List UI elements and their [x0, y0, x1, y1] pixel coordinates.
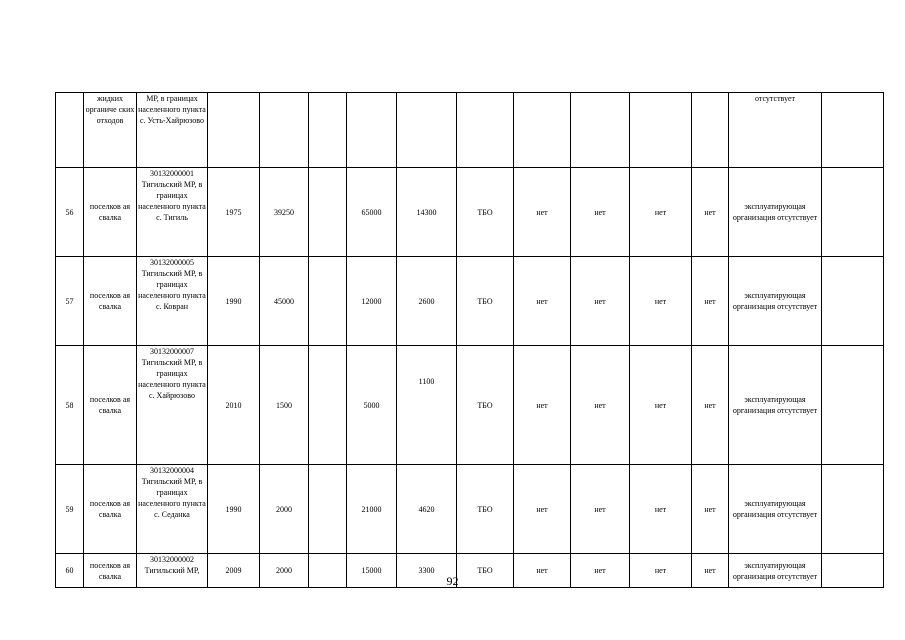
cell-area [260, 93, 309, 168]
cell-c1: нет [514, 554, 571, 588]
cell-mass: 2600 [397, 257, 457, 346]
cell-area: 2000 [260, 465, 309, 554]
cell-mass: 3300 [397, 554, 457, 588]
cell-c2: нет [571, 257, 630, 346]
cell-operator: эксплуатирующая организация отсутствует [729, 554, 822, 588]
cell-c3 [630, 93, 692, 168]
cell-c1: нет [514, 346, 571, 465]
cell-volume: 15000 [347, 554, 397, 588]
cell-area: 45000 [260, 257, 309, 346]
cell-last [822, 465, 884, 554]
cell-num [56, 93, 84, 168]
cell-mass: 4620 [397, 465, 457, 554]
table-row [56, 346, 884, 465]
cell-area: 2000 [260, 554, 309, 588]
page-number: 92 [446, 574, 459, 588]
cell-address: МР, в границах населенного пункта с. Усть-Хайрюзово [137, 93, 208, 168]
cell-c4: нет [692, 257, 729, 346]
cell-num: 59 [56, 465, 84, 554]
cell-c2: нет [571, 346, 630, 465]
cell-type: ТБО [457, 346, 514, 465]
cell-operator: отсутствует [729, 93, 822, 168]
cell-empty [309, 465, 347, 554]
cell-year [208, 93, 260, 168]
cell-c3: нет [630, 346, 692, 465]
cell-mass: 1100 [397, 346, 457, 465]
cell-year: 1975 [208, 168, 260, 257]
cell-last [822, 257, 884, 346]
cell-type: ТБО [457, 257, 514, 346]
cell-waste-type: жидких органиче ских отходов [84, 93, 137, 168]
cell-operator: эксплуатирующая организация отсутствует [729, 346, 822, 465]
cell-mass [397, 93, 457, 168]
cell-area: 39250 [260, 168, 309, 257]
cell-empty [309, 257, 347, 346]
cell-c2 [571, 93, 630, 168]
cell-area: 1500 [260, 346, 309, 465]
cell-volume [347, 93, 397, 168]
cell-year: 2010 [208, 346, 260, 465]
cell-num: 60 [56, 554, 84, 588]
cell-last [822, 168, 884, 257]
cell-name: поселков ая свалка [84, 257, 137, 346]
cell-c4: нет [692, 346, 729, 465]
cell-c3: нет [630, 168, 692, 257]
cell-c4: нет [692, 465, 729, 554]
cell-address: 30132000005 Тигильский МР, в границах населенного пункта с. Ковран [137, 257, 208, 346]
cell-operator: эксплуатирующая организация отсутствует [729, 257, 822, 346]
cell-volume: 65000 [347, 168, 397, 257]
cell-c4 [692, 93, 729, 168]
cell-c2: нет [571, 168, 630, 257]
cell-type: ТБО [457, 168, 514, 257]
cell-name: поселков ая свалка [84, 465, 137, 554]
cell-num: 58 [56, 346, 84, 465]
cell-c4: нет [692, 554, 729, 588]
cell-empty [309, 168, 347, 257]
cell-c3: нет [630, 465, 692, 554]
cell-num: 57 [56, 257, 84, 346]
cell-volume: 21000 [347, 465, 397, 554]
cell-operator: эксплуатирующая организация отсутствует [729, 465, 822, 554]
cell-c1 [514, 93, 571, 168]
cell-mass: 14300 [397, 168, 457, 257]
table-row [56, 257, 884, 346]
landfill-table [55, 92, 884, 588]
cell-name: поселков ая свалка [84, 168, 137, 257]
cell-address: 30132000001 Тигильский МР, в границах населенного пункта с. Тигиль [137, 168, 208, 257]
cell-volume: 12000 [347, 257, 397, 346]
cell-c2: нет [571, 465, 630, 554]
cell-last [822, 346, 884, 465]
cell-type: ТБО [457, 465, 514, 554]
cell-year: 2009 [208, 554, 260, 588]
cell-empty [309, 93, 347, 168]
cell-c1: нет [514, 168, 571, 257]
cell-operator: эксплуатирующая организация отсутствует [729, 168, 822, 257]
cell-empty [309, 346, 347, 465]
cell-year: 1990 [208, 465, 260, 554]
cell-last [822, 93, 884, 168]
cell-address: 30132000004 Тигильский МР, в границах населенного пункта с. Седанка [137, 465, 208, 554]
table-row-continued [56, 93, 884, 168]
cell-c1: нет [514, 465, 571, 554]
cell-name: поселков ая свалка [84, 346, 137, 465]
cell-type: ТБО [457, 554, 514, 588]
cell-num: 56 [56, 168, 84, 257]
cell-name: поселков ая свалка [84, 554, 137, 588]
table-row [56, 465, 884, 554]
cell-volume: 5000 [347, 346, 397, 465]
cell-c3: нет [630, 257, 692, 346]
cell-c4: нет [692, 168, 729, 257]
cell-c1: нет [514, 257, 571, 346]
cell-c3: нет [630, 554, 692, 588]
cell-address: 30132000007 Тигильский МР, в границах населенного пункта с. Хайрюзово [137, 346, 208, 465]
cell-year: 1990 [208, 257, 260, 346]
table-row [56, 168, 884, 257]
cell-address: 30132000002 Тигильский МР, [137, 554, 208, 588]
cell-c2: нет [571, 554, 630, 588]
cell-type [457, 93, 514, 168]
